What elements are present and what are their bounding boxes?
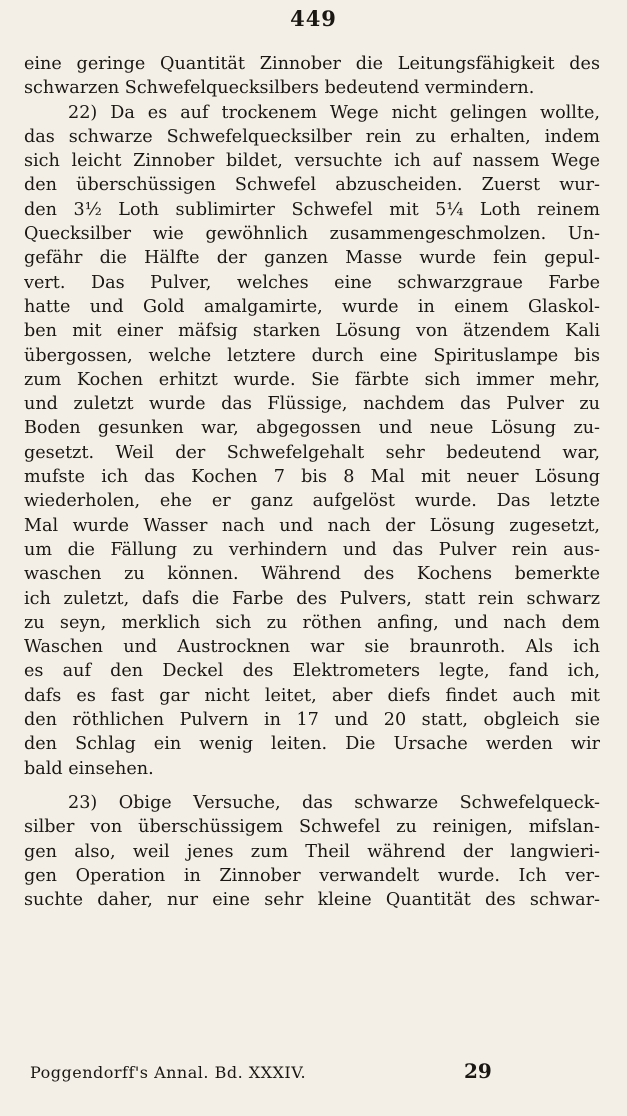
text-line: mufste ich das Kochen 7 bis 8 Mal mit neuer Lösung (24, 467, 600, 488)
text-line: eine geringe Quantität Zinnober die Leitungsfähigkeit des (24, 54, 600, 74)
paragraph-gap (24, 781, 600, 791)
signature-mark: 29 (464, 1059, 492, 1083)
text-line: Waschen und Austrocknen war sie braunroth. Als ich (24, 637, 600, 658)
text-line: suchte daher, nur eine sehr kleine Quantität des schwar- (24, 890, 600, 911)
text-line: Boden gesunken war, abgegossen und neue Lösung zu- (24, 418, 600, 439)
text-line: vert. Das Pulver, welches eine schwarzgraue Farbe (24, 272, 600, 293)
text-line: übergossen, welche letztere durch eine Spirituslampe bis (24, 345, 600, 366)
text-line: den Schlag ein wenig leiten. Die Ursache werden wir (24, 734, 600, 755)
text-line: 22) Da es auf trockenem Wege nicht gelingen wollte, (68, 102, 600, 123)
text-line: waschen zu können. Während des Kochens bemerkte (24, 564, 600, 585)
text-line: Mal wurde Wasser nach und nach der Lösung zugesetzt, (24, 515, 600, 536)
page-number: 449 (290, 6, 337, 31)
journal-citation: Poggendorff's Annal. Bd. XXXIV. (30, 1063, 307, 1082)
text-line: bald einsehen. (24, 758, 154, 779)
text-line: wiederholen, ehe er ganz aufgelöst wurde. Das letzte (24, 491, 600, 512)
text-line: zu seyn, merklich sich zu röthen anfing, und nach dem (24, 612, 600, 633)
text-line: gefähr die Hälfte der ganzen Masse wurde fein gepul- (24, 248, 600, 269)
text-line: Quecksilber wie gewöhnlich zusammengeschmolzen. Un- (24, 224, 600, 245)
text-line: es auf den Deckel des Elektrometers legte, fand ich, (24, 661, 600, 682)
text-line: sich leicht Zinnober bildet, versuchte ich auf nassem Wege (24, 151, 600, 172)
text-line: den überschüssigen Schwefel abzuscheiden. Zuerst wur- (24, 175, 600, 196)
text-line: ben mit einer mäfsig starken Lösung von ätzendem Kali (24, 321, 600, 342)
text-line: gesetzt. Weil der Schwefelgehalt sehr bedeutend war, (24, 442, 600, 463)
text-line: den röthlichen Pulvern in 17 und 20 statt, obgleich sie (24, 710, 600, 731)
text-line: silber von überschüssigem Schwefel zu reinigen, mifslan- (24, 817, 600, 838)
text-line: hatte und Gold amalgamirte, wurde in einem Glaskol- (24, 296, 600, 317)
body-text (24, 52, 600, 912)
text-line: und zuletzt wurde das Flüssige, nachdem das Pulver zu (24, 394, 600, 415)
text-line: den 3½ Loth sublimirter Schwefel mit 5¼ Loth reinem (24, 199, 600, 220)
text-line: gen also, weil jenes zum Theil während der langwieri- (24, 841, 600, 862)
page-footer (24, 1059, 600, 1089)
text-line: gen Operation in Zinnober verwandelt wurde. Ich ver- (24, 865, 600, 886)
text-line: ich zuletzt, dafs die Farbe des Pulvers, statt rein schwarz (24, 588, 600, 609)
text-line: schwarzen Schwefelquecksilbers bedeutend vermindern. (24, 78, 535, 99)
text-line: dafs es fast gar nicht leitet, aber diefs findet auch mit (24, 685, 600, 706)
text-line: um die Fällung zu verhindern und das Pulver rein aus- (24, 539, 600, 560)
text-line: 23) Obige Versuche, das schwarze Schwefelqueck- (68, 792, 600, 813)
text-line: das schwarze Schwefelquecksilber rein zu erhalten, indem (24, 126, 600, 147)
text-line: zum Kochen erhitzt wurde. Sie färbte sich immer mehr, (24, 369, 600, 390)
